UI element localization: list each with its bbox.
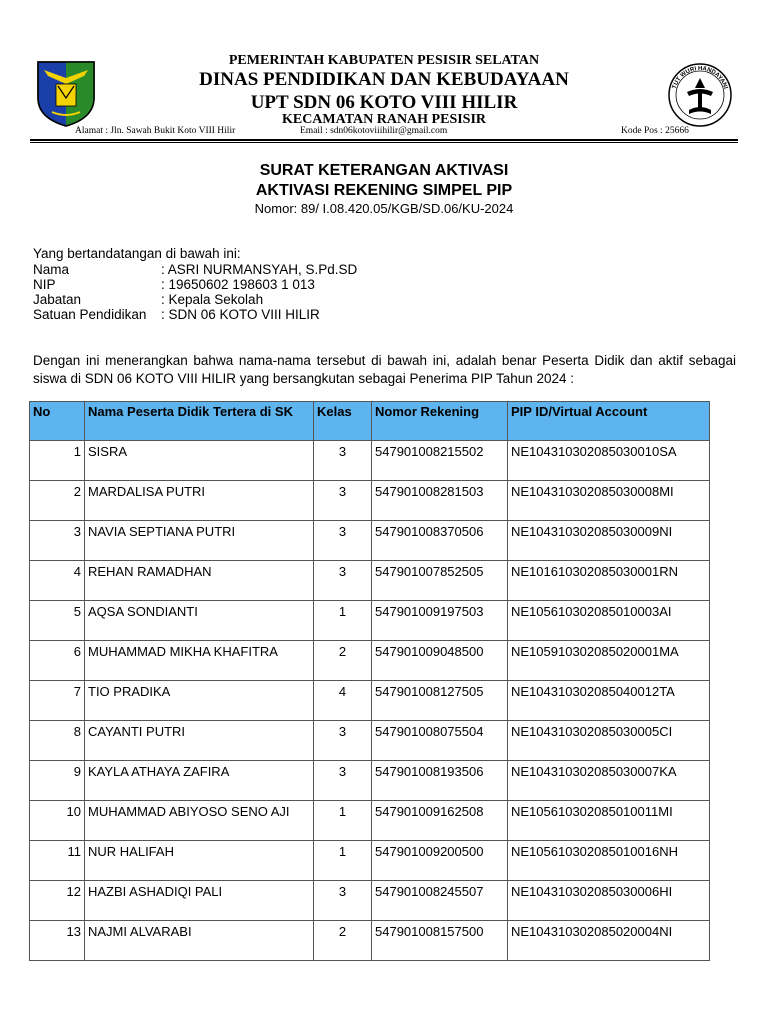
cell-pip-id: NE104310302085040012TA [508, 681, 710, 721]
letterhead-district: KECAMATAN RANAH PESISIR [281, 112, 487, 127]
cell-name: NAJMI ALVARABI [85, 921, 314, 961]
cell-name: MUHAMMAD MIKHA KHAFITRA [85, 641, 314, 681]
letterhead-divider [30, 139, 738, 141]
table-row [30, 721, 710, 761]
letterhead-divider-thin [30, 142, 738, 143]
cell-account-number: 547901009197503 [372, 601, 508, 641]
header-class: Kelas [314, 402, 372, 441]
cell-name: TIO PRADIKA [85, 681, 314, 721]
logo-motto-text: TUT WURI HANDAYANI [671, 65, 729, 90]
cell-no: 9 [30, 761, 85, 801]
table-header-row [30, 402, 710, 441]
cell-account-number: 547901008370506 [372, 521, 508, 561]
letterhead-school: UPT SDN 06 KOTO VIII HILIR [250, 92, 518, 113]
cell-class: 1 [314, 601, 372, 641]
cell-name: SISRA [85, 441, 314, 481]
letterhead-postal-code: Kode Pos : 25666 [621, 126, 689, 136]
cell-class: 3 [314, 761, 372, 801]
table-row [30, 841, 710, 881]
table-row [30, 561, 710, 601]
cell-pip-id: NE105610302085010003AI [508, 601, 710, 641]
cell-name: KAYLA ATHAYA ZAFIRA [85, 761, 314, 801]
table-row [30, 881, 710, 921]
cell-name: NAVIA SEPTIANA PUTRI [85, 521, 314, 561]
cell-pip-id: NE104310302085030009NI [508, 521, 710, 561]
cell-no: 4 [30, 561, 85, 601]
cell-class: 3 [314, 521, 372, 561]
cell-account-number: 547901008075504 [372, 721, 508, 761]
table-row [30, 521, 710, 561]
signer-name-value: : ASRI NURMANSYAH, S.Pd.SD [161, 262, 358, 277]
cell-pip-id: NE104310302085030008MI [508, 481, 710, 521]
cell-account-number: 547901008245507 [372, 881, 508, 921]
cell-class: 3 [314, 881, 372, 921]
header-pip-id: PIP ID/Virtual Account [508, 402, 710, 441]
cell-pip-id: NE104310302085020004NI [508, 921, 710, 961]
signer-intro: Yang bertandatangan di bawah ini: [33, 246, 241, 261]
table-row [30, 601, 710, 641]
header-name: Nama Peserta Didik Tertera di SK [85, 402, 314, 441]
cell-account-number: 547901008281503 [372, 481, 508, 521]
cell-pip-id: NE105610302085010016NH [508, 841, 710, 881]
cell-class: 1 [314, 801, 372, 841]
cell-no: 10 [30, 801, 85, 841]
cell-class: 3 [314, 721, 372, 761]
cell-no: 2 [30, 481, 85, 521]
cell-account-number: 547901009200500 [372, 841, 508, 881]
cell-account-number: 547901008157500 [372, 921, 508, 961]
cell-name: REHAN RAMADHAN [85, 561, 314, 601]
signer-nip-value: : 19650602 198603 1 013 [161, 277, 315, 292]
cell-class: 3 [314, 441, 372, 481]
statement-paragraph: Dengan ini menerangkan bahwa nama-nama tersebut di bawah ini, adalah benar Peserta Didik dan aktif sebagai siswa di SDN 06 KOTO VIII HILIR yang bersangkutan sebagai Penerima PIP Tahun 2024 : [33, 353, 736, 386]
cell-class: 2 [314, 641, 372, 681]
cell-no: 8 [30, 721, 85, 761]
cell-account-number: 547901008127505 [372, 681, 508, 721]
signer-unit-value: : SDN 06 KOTO VIII HILIR [161, 307, 320, 322]
document-subtitle: AKTIVASI REKENING SIMPEL PIP [255, 182, 513, 199]
recipients-table [29, 401, 710, 961]
table-row [30, 681, 710, 721]
table-row [30, 801, 710, 841]
letterhead-email: Email : sdn06kotoviiihilir@gmail.com [300, 126, 448, 136]
signer-unit-label: Satuan Pendidikan [33, 307, 147, 322]
table-row [30, 921, 710, 961]
cell-class: 3 [314, 481, 372, 521]
signer-position-label: Jabatan [33, 292, 82, 307]
cell-class: 3 [314, 561, 372, 601]
cell-name: HAZBI ASHADIQI PALI [85, 881, 314, 921]
cell-no: 6 [30, 641, 85, 681]
document-title: SURAT KETERANGAN AKTIVASI [259, 162, 509, 179]
cell-account-number: 547901007852505 [372, 561, 508, 601]
table-row [30, 441, 710, 481]
document-number: Nomor: 89/ I.08.420.05/KGB/SD.06/KU-2024 [254, 201, 514, 216]
cell-no: 11 [30, 841, 85, 881]
cell-name: CAYANTI PUTRI [85, 721, 314, 761]
cell-account-number: 547901009048500 [372, 641, 508, 681]
cell-name: AQSA SONDIANTI [85, 601, 314, 641]
table-row [30, 761, 710, 801]
cell-pip-id: NE104310302085030007KA [508, 761, 710, 801]
signer-name-label: Nama [33, 262, 70, 277]
cell-no: 5 [30, 601, 85, 641]
cell-pip-id: NE104310302085030010SA [508, 441, 710, 481]
cell-class: 1 [314, 841, 372, 881]
signer-nip-label: NIP [33, 277, 56, 292]
table-row [30, 481, 710, 521]
cell-account-number: 547901008215502 [372, 441, 508, 481]
signer-position-value: : Kepala Sekolah [161, 292, 264, 307]
letterhead-agency: DINAS PENDIDIKAN DAN KEBUDAYAAN [199, 69, 569, 90]
header-no: No [30, 402, 85, 441]
cell-account-number: 547901009162508 [372, 801, 508, 841]
cell-account-number: 547901008193506 [372, 761, 508, 801]
cell-class: 4 [314, 681, 372, 721]
cell-no: 13 [30, 921, 85, 961]
cell-no: 3 [30, 521, 85, 561]
table-row [30, 641, 710, 681]
header-account-number: Nomor Rekening [372, 402, 508, 441]
cell-name: MUHAMMAD ABIYOSO SENO AJI [85, 801, 314, 841]
cell-no: 7 [30, 681, 85, 721]
letterhead-address: Alamat : Jln. Sawah Bukit Koto VIII Hilir [75, 126, 236, 136]
cell-name: MARDALISA PUTRI [85, 481, 314, 521]
cell-no: 1 [30, 441, 85, 481]
cell-pip-id: NE105610302085010011MI [508, 801, 710, 841]
cell-class: 2 [314, 921, 372, 961]
cell-pip-id: NE104310302085030005CI [508, 721, 710, 761]
cell-pip-id: NE101610302085030001RN [508, 561, 710, 601]
cell-no: 12 [30, 881, 85, 921]
cell-name: NUR HALIFAH [85, 841, 314, 881]
cell-pip-id: NE105910302085020001MA [508, 641, 710, 681]
letterhead-government: PEMERINTAH KABUPATEN PESISIR SELATAN [228, 53, 540, 68]
cell-pip-id: NE104310302085030006HI [508, 881, 710, 921]
